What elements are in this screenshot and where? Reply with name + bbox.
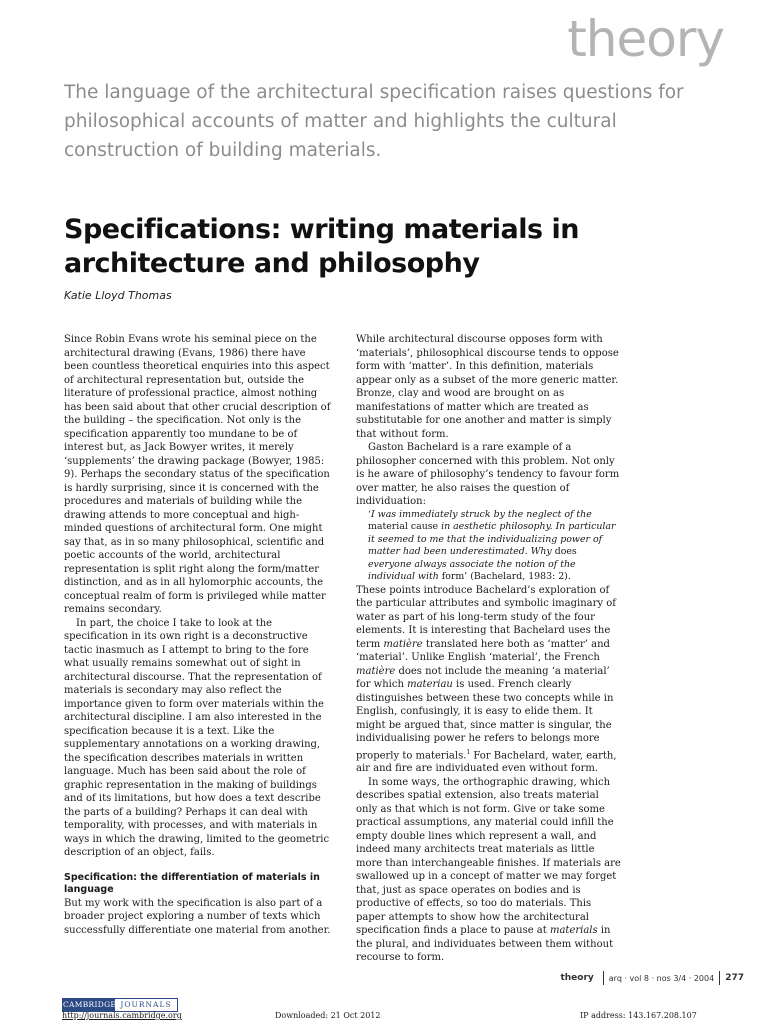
right-paragraph-2: Gaston Bachelard is a rare example of a philosopher concerned with this problem. Not only is he aware of philosophy’s tendency to favour form over matter, he also raises the question of individuation: — [356, 442, 620, 507]
section-tag: theory — [567, 10, 724, 68]
bachelard-quote: ‘I was immediately struck by the neglect of the material cause in aesthetic philosophy. In particular it seemed to me that the individualizing power of matter had been underestimated. Why does everyone always associate the notion of the individual with form’ (Bachelard, 1983: 2). — [368, 508, 616, 582]
left-column — [64, 333, 331, 937]
cambridge-journals-logo[interactable] — [62, 998, 178, 1012]
download-date: Downloaded: 21 Oct 2012 — [275, 1011, 381, 1020]
left-paragraph-2: In part, the choice I take to look at the specification in its own right is a deconstructive tactic inasmuch as I attempt to bring to the fore what usually remains somewhat out of sight in architectural discourse. That the representation of materials is secondary may also reflect the importance given to form over materials within the architectural discipline. I am also interested in the specification because it is a text. Like the supplementary annotations on a working drawing, the specification describes materials in written language. Much has been said about the role of graphic representation in the making of buildings and of its limitations, but how does a text describe the parts of a building? Perhaps it can deal with temporality, with processes, and with materials in ways in which the drawing, limited to the geometric description of an object, fails. — [64, 617, 330, 858]
footer-journal: theory — [560, 973, 594, 983]
ip-address: IP address: 143.167.208.107 — [580, 1011, 697, 1020]
footnote-marker[interactable]: 1 — [466, 748, 471, 756]
section-subheading: Specification: the differentiation of materials in language — [64, 871, 320, 895]
running-footer — [560, 971, 744, 985]
article-title: Specifications: writing materials in architecture and philosophy — [64, 214, 579, 279]
left-paragraph-1: Since Robin Evans wrote his seminal piece on the architectural drawing (Evans, 1986) there have been countless theoretical enquiries into this aspect of architectural representation but, outside the literature of professional practice, almost nothing has been said about that other crucial description of the building – the specification. Not only is the specification apparently too mundane to be of interest but, as Jack Bowyer writes, it merely ‘supplements’ the drawing package (Bowyer, 1985: 9). Perhaps the secondary status of the specification is hardly surprising, since it is concerned with the procedures and materials of building while the drawing attends to more conceptual and high-minded questions of architectural form. One might say that, as in so many philosophical, scientific and poetic accounts of the world, architectural representation is split right along the form/matter distinction, and as in all hylomorphic accounts, the conceptual realm of form is privileged while matter remains secondary. — [64, 334, 331, 615]
logo-journals: JOURNALS — [120, 1000, 172, 1009]
right-column — [356, 333, 623, 965]
footer-divider — [603, 971, 604, 985]
footer-issue: arq · vol 8 · nos 3/4 · 2004 — [608, 973, 715, 983]
page-number: 277 — [725, 973, 744, 983]
logo-cambridge: CAMBRIDGE — [63, 1000, 117, 1009]
footer-divider — [719, 971, 720, 985]
right-paragraph-1: While architectural discourse opposes form with ‘materials’, philosophical discourse tends to oppose form with ‘matter’. In this definition, materials appear only as a subset of the more generic matter. Bronze, clay and wood are brought on as manifestations of matter which are treated as substitutable for one another and matter is simply that without form. — [356, 334, 619, 440]
right-paragraph-3: These points introduce Bachelard’s exploration of the particular attributes and symbolic imaginary of water as part of his long-term study of the four elements. It is interesting that Bachelard uses the term matière translated here both as ‘matter’ and ‘material’. Unlike English ‘material’, the French matière does not include the meaning ‘a material’ for which materiau is used. French clearly distinguishes between these two concepts while in English, confusingly, it is easy to elide them. It might be argued that, since matter is singular, the individualising power he refers to belongs more properly to materials.$^1$ For Bachelard, water, earth, air and fire are individuated even without form. — [356, 584, 617, 775]
left-paragraph-3: But my work with the specification is also part of a broader project exploring a number of texts which successfully differentiate one material from another. — [64, 897, 331, 936]
abstract: The language of the architectural specification raises questions for philosophical accounts of matter and highlights the cultural construction of building materials. — [64, 82, 684, 161]
journals-link[interactable]: http://journals.cambridge.org — [62, 1011, 182, 1020]
right-paragraph-4: In some ways, the orthographic drawing, which describes spatial extension, also treats material only as that which is not form. Give or take some practical assumptions, any material could infill the empty double lines which represent a wall, and indeed many architects treat materials as little more than interchangeable finishes. If materials are swallowed up in a concept of matter we may forget that, just as space operates on bodies and is productive of effects, so too do materials. This paper attempts to show how the architectural specification finds a place to pause at materials in the plural, and individuates between them without recourse to form. — [356, 776, 621, 964]
author-name: Katie Lloyd Thomas — [64, 289, 172, 302]
